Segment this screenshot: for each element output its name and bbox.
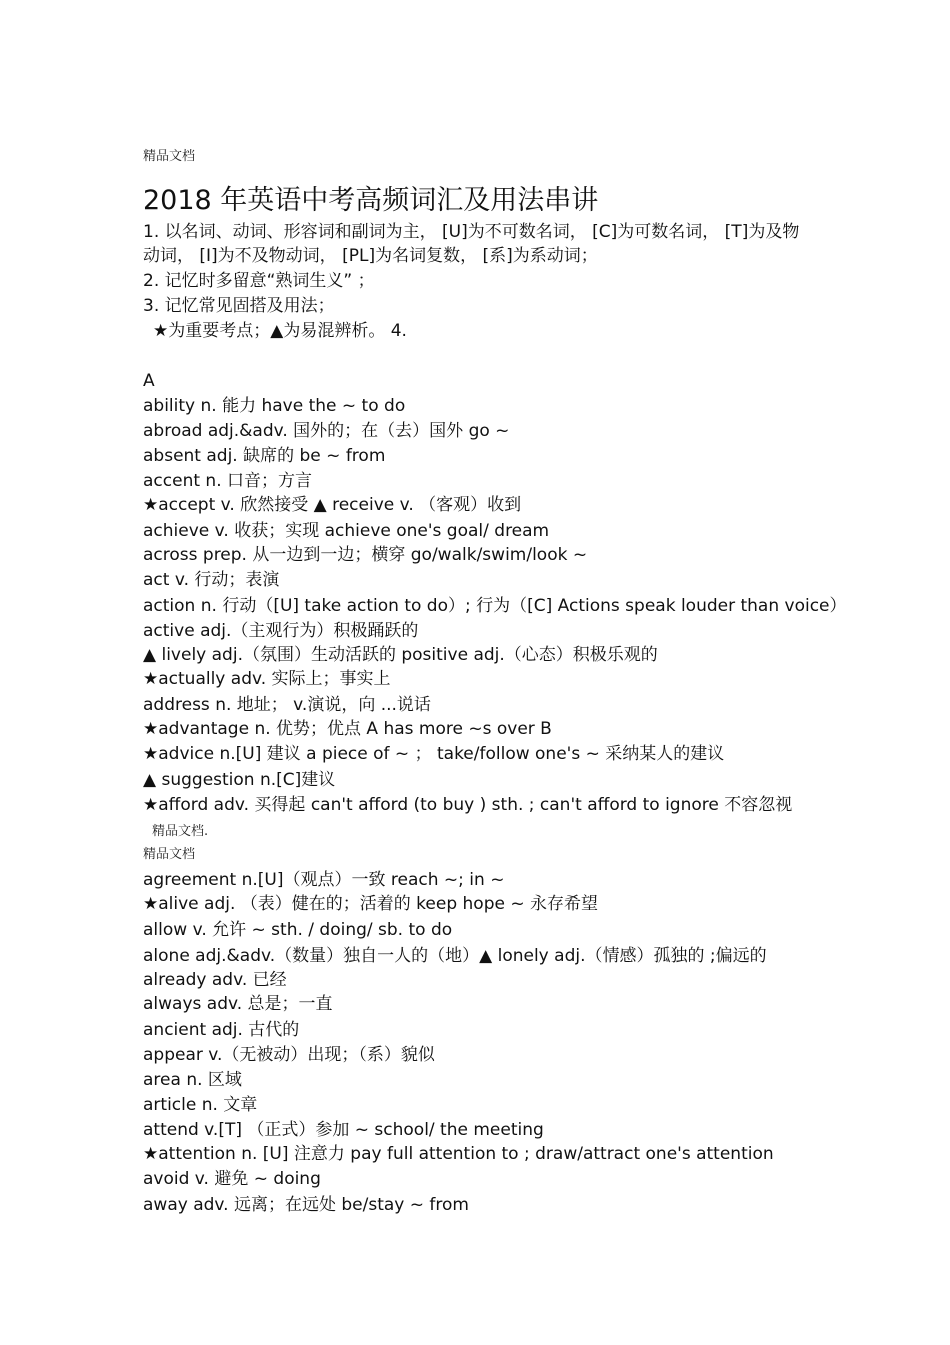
entry-achieve: achieve v. 收获；实现 achieve one's goal/ dream [143, 521, 550, 541]
entry-away: away adv. 远离；在远处 be/stay ~ from [143, 1195, 469, 1215]
entry-ancient: ancient adj. 古代的 [143, 1020, 300, 1040]
entry-active: active adj.（主观行为）积极踊跃的 [143, 621, 419, 641]
entry-always: always adv. 总是；一直 [143, 994, 333, 1014]
entry-abroad: abroad adj.&adv. 国外的；在（去）国外 go ~ [143, 421, 510, 441]
entry-avoid: avoid v. 避免 ~ doing [143, 1169, 321, 1189]
entry-advantage: ★advantage n. 优势；优点 A has more ~s over B [143, 719, 552, 739]
entry-article: article n. 文章 [143, 1095, 258, 1115]
intro-line-1: 1. 以名词、动词、形容词和副词为主， [U]为不可数名词， [C]为可数名词， [T]为及物动词， [I]为不及物动词， [PL]为名词复数， [系]为系动词； [143, 222, 800, 266]
entry-alone: alone adj.&adv.（数量）独自一人的（地）▲ lonely adj.（情感）孤独的 ;偏远的 [143, 946, 767, 966]
intro-line-2: 2. 记忆时多留意“熟词生义” ； [143, 271, 375, 291]
entry-allow: allow v. 允许 ~ sth. / doing/ sb. to do [143, 920, 453, 940]
entry-lively: ▲ lively adj.（氛围）生动活跃的 positive adj.（心态）积极乐观的 [143, 645, 658, 665]
entry-address: address n. 地址； v.演说，向 ...说话 [143, 695, 431, 715]
section-letter: A [143, 371, 155, 391]
entry-accent: accent n. 口音；方言 [143, 471, 312, 491]
entry-advice: ★advice n.[U] 建议 a piece of ~ ； take/follow one's ~ 采纳某人的建议 [143, 744, 725, 764]
footer-watermark: 精品文档. [152, 824, 209, 839]
entry-act: act v. 行动；表演 [143, 570, 280, 590]
entry-absent: absent adj. 缺席的 be ~ from [143, 446, 386, 466]
header-watermark-2: 精品文档 [143, 847, 196, 862]
header-watermark: 精品文档 [143, 149, 196, 164]
document-title: 2018 年英语中考高频词汇及用法串讲 [143, 185, 599, 216]
entry-alive: ★alive adj. （表）健在的；活着的 keep hope ~ 永存希望 [143, 894, 598, 914]
entry-attend: attend v.[T] （正式）参加 ~ school/ the meeting [143, 1120, 544, 1140]
entry-afford: ★afford adv. 买得起 can't afford (to buy ) sth. ; can't afford to ignore 不容忽视 [143, 795, 793, 815]
entry-attention: ★attention n. [U] 注意力 pay full attention to ; draw/attract one's attention [143, 1144, 774, 1164]
entry-suggestion: ▲ suggestion n.[C]建议 [143, 770, 336, 790]
entry-across: across prep. 从一边到一边；横穿 go/walk/swim/look ~ [143, 545, 588, 565]
intro-line-4: ★为重要考点；▲为易混辨析。 4. [153, 321, 407, 341]
entry-appear: appear v.（无被动）出现；（系）貌似 [143, 1045, 435, 1065]
entry-agreement: agreement n.[U]（观点）一致 reach ~; in ~ [143, 870, 505, 890]
entry-already: already adv. 已经 [143, 970, 287, 990]
entry-ability: ability n. 能力 have the ~ to do [143, 396, 406, 416]
entry-area: area n. 区域 [143, 1070, 242, 1090]
intro-line-3: 3. 记忆常见固搭及用法； [143, 296, 335, 316]
entry-actually: ★actually adv. 实际上；事实上 [143, 669, 391, 689]
entry-action: action n. 行动（[U] take action to do）; 行为（[C] Actions speak louder than voice） [143, 596, 847, 616]
entry-accept: ★accept v. 欣然接受 ▲ receive v. （客观）收到 [143, 495, 522, 515]
